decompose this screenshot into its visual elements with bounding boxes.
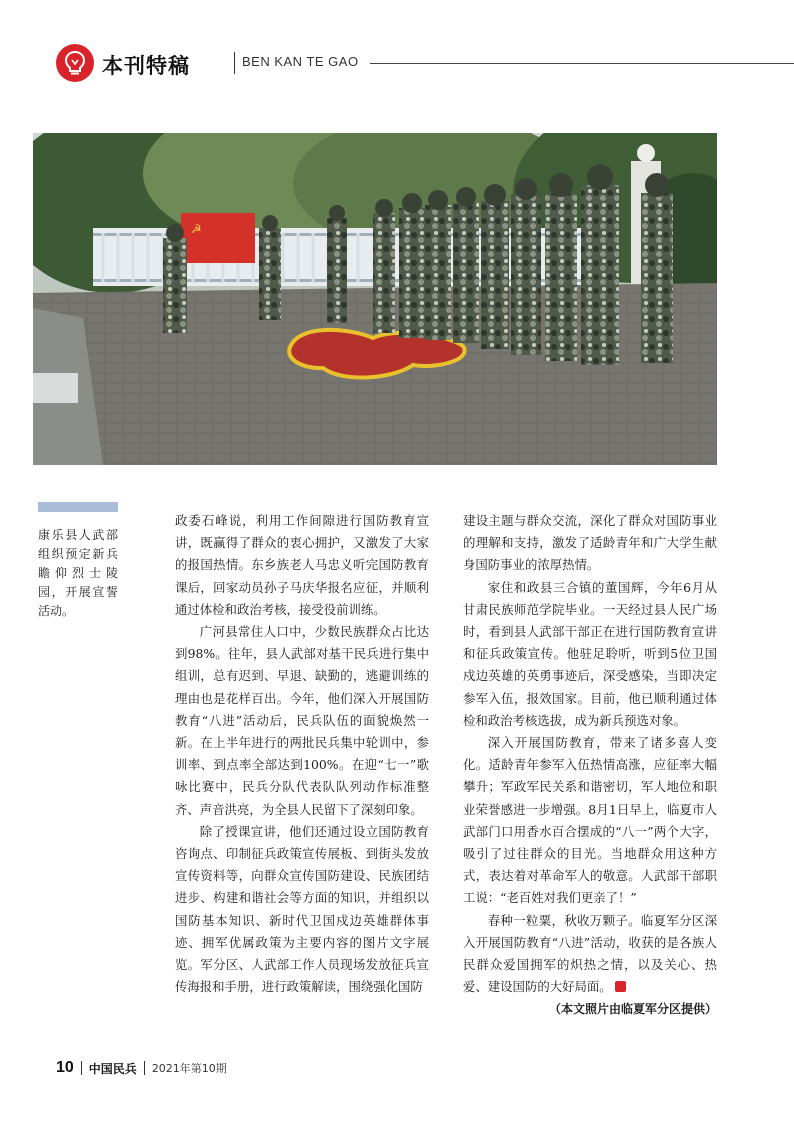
section-title: 本刊特稿 bbox=[102, 54, 190, 78]
page-header bbox=[56, 44, 794, 84]
paragraph-final bbox=[463, 910, 717, 999]
text-column-right bbox=[463, 510, 717, 1021]
footer-divider bbox=[144, 1061, 145, 1075]
photo-credit: （本文照片由临夏军分区提供） bbox=[548, 1002, 717, 1017]
paragraph: 除了授课宣讲，他们还通过设立国防教育咨询点、印制征兵政策宣传展板、到街头发放宣传资料等，向群众宣传国防建设、民族团结进步、构建和谐社会等方面的知识，并组织以国防基本知识、新时代卫国戍边英雄群体事迹、拥军优属政策为主要内容的图片文字展览。军分区、人武部工作人员现场发放征兵宣传海报和手册，进行政策解读，围绕强化国防 bbox=[175, 823, 429, 995]
paragraph: 广河县常住人口中，少数民族群众占比达到98%。往年，县人武部对基干民兵进行集中组训，总有迟到、早退、缺勤的，逃避训练的理由也是花样百出。今年，他们深入开展国防教育“八进”活动后，民兵队伍的面貌焕然一新。在上半年进行的两批民兵集中轮训中，参训率、到点率全部达到100%。在迎“七一”歌咏比赛中，民兵分队代表队队列动作标准整齐、声音洪亮，为全县人民留下了深刻印象。 bbox=[175, 624, 429, 817]
paragraph: 建设主题与群众交流，深化了群众对国防事业的理解和支持，激发了适龄青年和广大学生献身国防事业的浓厚热情。 bbox=[463, 513, 717, 573]
paragraph: 政委石峰说，利用工作间隙进行国防教育宣讲，既赢得了群众的衷心拥护，又激发了大家的报国热情。东乡族老人马忠义听完国防教育课后，回家动员孙子马庆华报名应征，并顺利通过体检和政治考核，接受役前训练。 bbox=[175, 513, 429, 617]
paragraph-text: 春种一粒粟，秋收万颗子。临夏军分区深入开展国防教育“八进”活动，收获的是各族人民群众爱国拥军的炽热之情，以及关心、热爱、建设国防的大好局面。 bbox=[463, 912, 717, 995]
magazine-name: 中国民兵 bbox=[88, 1061, 137, 1076]
page-footer bbox=[56, 1058, 227, 1078]
article-photo bbox=[33, 133, 717, 465]
caption-accent-bar bbox=[38, 502, 118, 512]
footer-divider bbox=[81, 1061, 82, 1075]
text-column-left bbox=[175, 510, 429, 998]
paragraph: 家住和政县三合镇的董国辉，今年6月从甘肃民族师范学院毕业。一天经过县人民广场时，看到县人武部干部正在进行国防教育宣讲和征兵政策宣传。他驻足聆听，听到5位卫国戍边英雄的英勇事迹后，深受感染，当即决定参军入伍，报效国家。目前，他已顺利通过体检和政治考核选拔，成为新兵预选对象。 bbox=[463, 579, 717, 728]
photo-caption: 康乐县人武部组织预定新兵瞻仰烈士陵园，开展宣誓活动。 bbox=[38, 528, 118, 618]
svg-text:☭: ☭ bbox=[191, 222, 202, 236]
end-mark-icon bbox=[615, 981, 626, 992]
header-rule bbox=[370, 63, 794, 64]
paragraph: 深入开展国防教育，带来了诸多喜人变化。适龄青年参军入伍热情高涨，应征率大幅攀升；军政军民关系和谐密切，军人地位和职业荣誉感进一步增强。8月1日早上，临夏市人武部门口用香水百合摆成的“八一”两个大字，吸引了过往群众的目光。当地群众用这种方式，表达着对革命军人的敬意。人武部干部职工说：“老百姓对我们更亲了！” bbox=[463, 735, 717, 906]
section-subtitle: BEN KAN TE GAO bbox=[242, 54, 359, 69]
issue-label: 2021年第10期 bbox=[151, 1062, 227, 1075]
page-number: 10 bbox=[56, 1059, 74, 1076]
header-divider bbox=[234, 52, 235, 74]
lightbulb-icon bbox=[56, 44, 94, 82]
